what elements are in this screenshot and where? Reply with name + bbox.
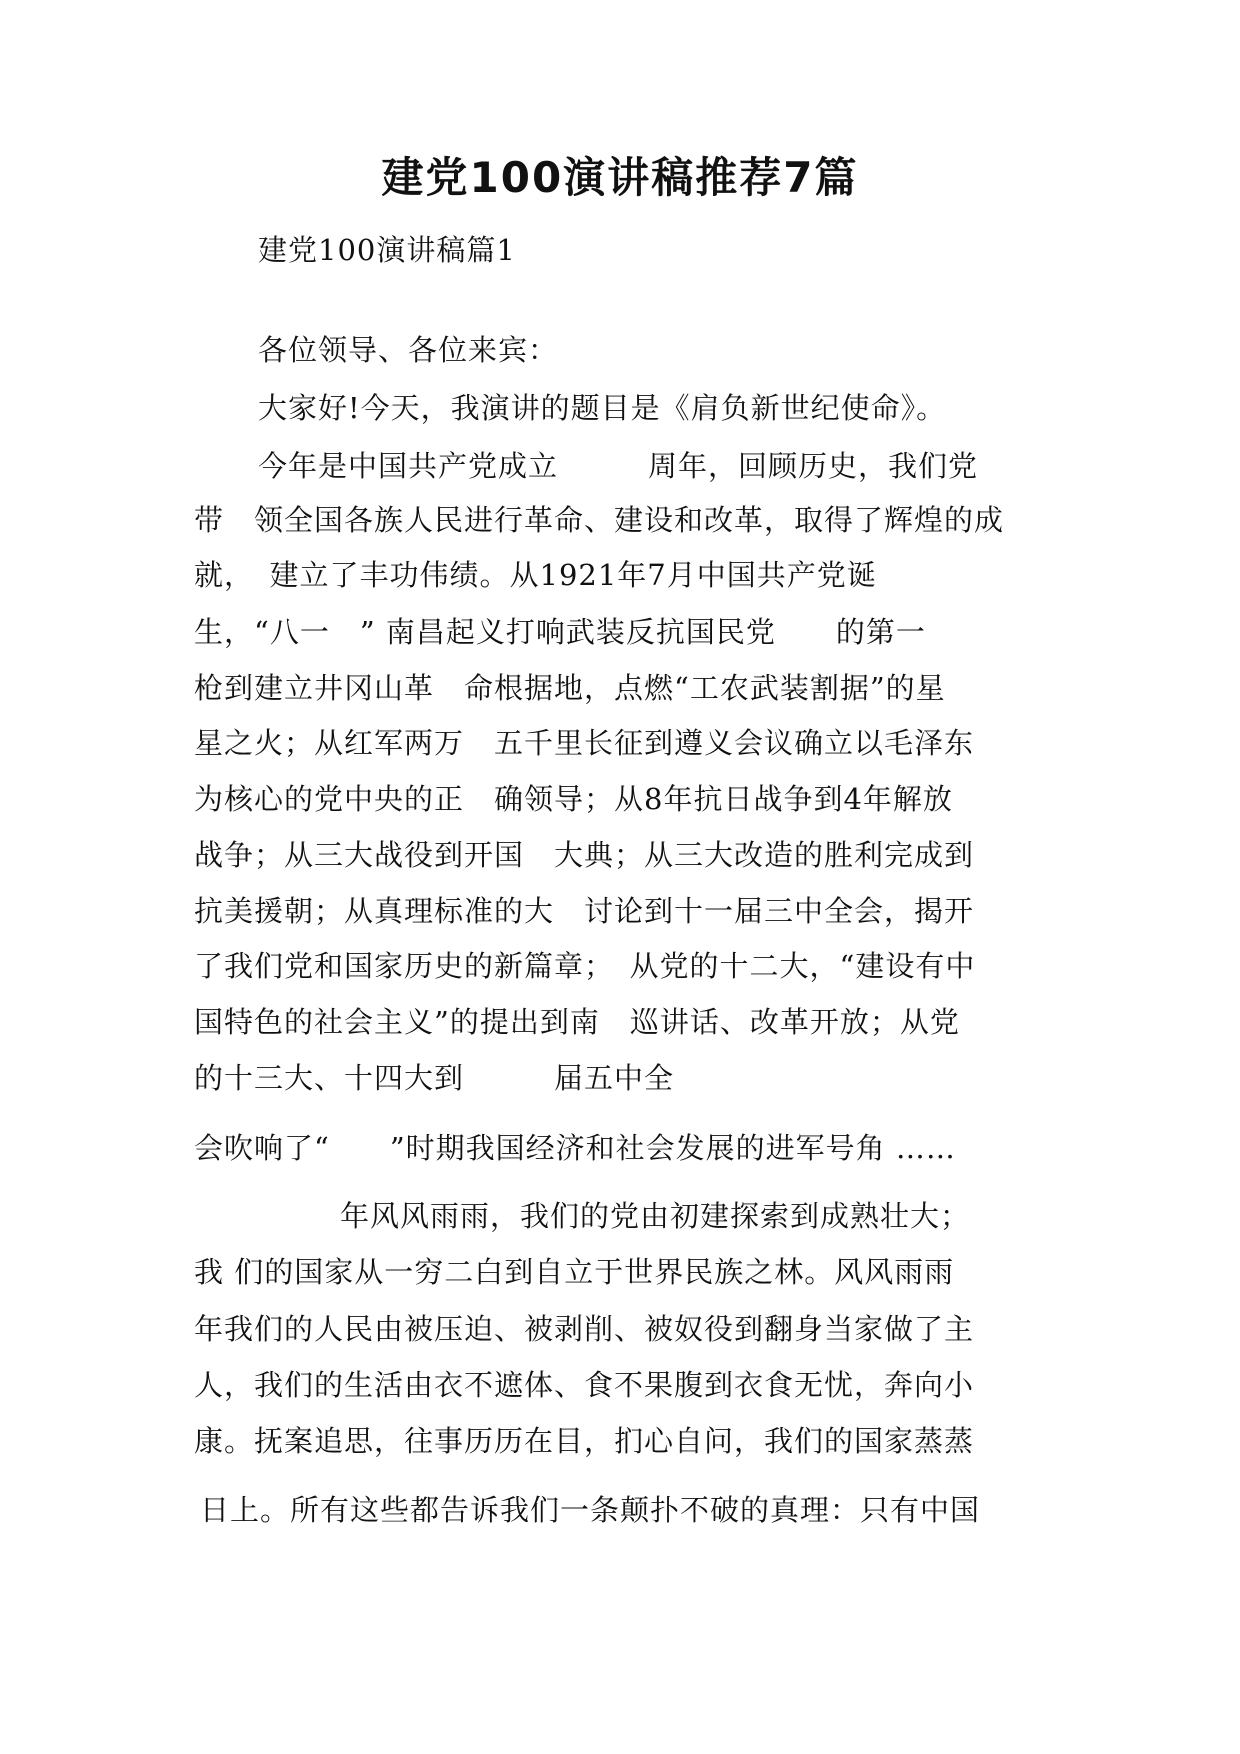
paragraph-line: 带 领全国各族人民进行革命、建设和改革，取得了辉煌的成 [194, 503, 1005, 537]
paragraph-line: 就， 建立了丰功伟绩。从1921年7月中国共产党诞 [194, 558, 877, 592]
paragraph-line: 战争；从三大战役到开国 大典；从三大改造的胜利完成到 [194, 838, 975, 872]
paragraph-line: 国特色的社会主义”的提出到南 巡讲话、改革开放；从党 [194, 1005, 960, 1039]
paragraph-line: 今年是中国共产党成立 周年，回顾历史，我们党 [258, 449, 979, 483]
paragraph-line: 会吹响了“ ”时期我国经济和社会发展的进军号角 …… [194, 1131, 956, 1165]
paragraph-line: 大家好!今天，我演讲的题目是《肩负新世纪使命》。 [258, 391, 947, 425]
paragraph-line: 各位领导、各位来宾： [258, 333, 559, 367]
paragraph-line: 抗美援朝；从真理标准的大 讨论到十一届三中全会，揭开 [194, 894, 975, 928]
paragraph-line: 我 们的国家从一穷二白到自立于世界民族之林。风风雨雨 [194, 1255, 955, 1289]
paragraph-line: 枪到建立井冈山革 命根据地，点燃“工农武装割据”的星 [194, 671, 946, 705]
paragraph-line: 日上。所有这些都告诉我们一条颠扑不破的真理：只有中国 [200, 1493, 981, 1527]
paragraph-line: 生，“八一 ” 南昌起义打响武装反抗国民党 的第一 [194, 615, 926, 649]
document-title: 建党100演讲稿推荐7篇 [381, 153, 859, 202]
paragraph-line: 年我们的人民由被压迫、被剥削、被奴役到翻身当家做了主 [194, 1312, 975, 1346]
paragraph-line: 为核心的党中央的正 确领导；从8年抗日战争到4年解放 [194, 782, 953, 816]
paragraph-line: 星之火；从红军两万 五千里长征到遵义会议确立以毛泽东 [194, 726, 975, 760]
paragraph-line: 年风风雨雨，我们的党由初建探索到成熟壮大； [340, 1199, 971, 1233]
paragraph-line: 人，我们的生活由衣不遮体、食不果腹到衣食无忧，奔向小 [194, 1368, 975, 1402]
paragraph-line: 的十三大、十四大到 届五中全 [194, 1061, 675, 1095]
paragraph-line: 康。抚案追思，往事历历在目，扪心自问，我们的国家蒸蒸 [194, 1424, 975, 1458]
section-heading: 建党100演讲稿篇1 [258, 233, 516, 267]
paragraph-line: 了我们党和国家历史的新篇章； 从党的十二大，“建设有中 [194, 949, 976, 983]
